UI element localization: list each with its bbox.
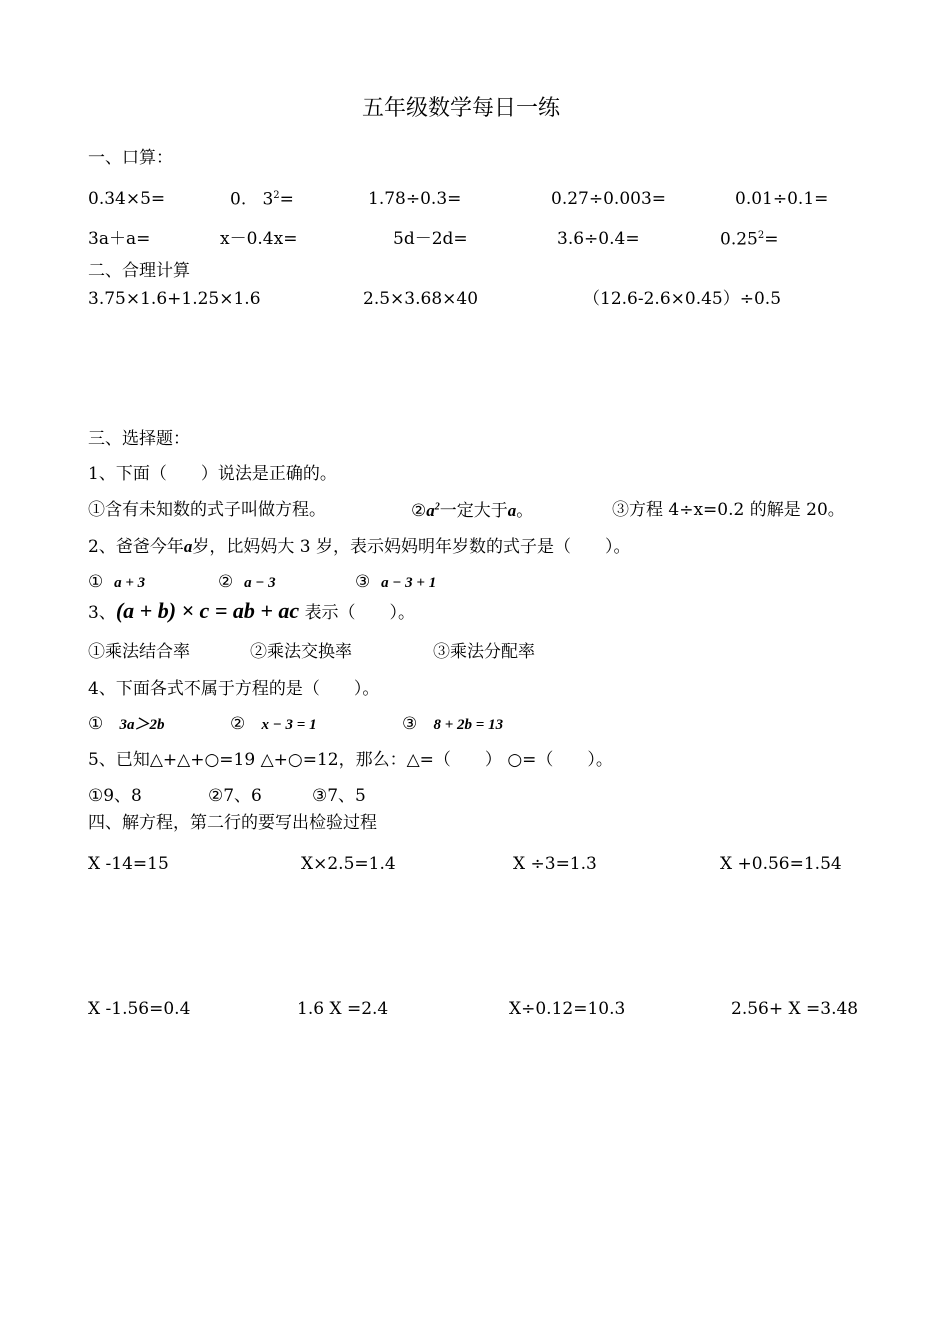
equation: 1.6 X =2.4	[297, 999, 389, 1019]
option-marker: ②	[218, 572, 234, 592]
equation: X÷0.12=10.3	[509, 999, 626, 1019]
equation: X ÷3=1.3	[513, 854, 597, 874]
oral-item-part: 0.25	[720, 229, 758, 250]
option-marker: ③	[355, 572, 371, 592]
option-marker: ②	[230, 714, 246, 734]
q2-stem	[88, 538, 630, 556]
option-marker: ①	[88, 572, 104, 592]
section-4-heading: 四、解方程，第二行的要写出检验过程	[88, 813, 377, 833]
q2-option-1	[88, 574, 145, 591]
oral-item	[720, 231, 778, 249]
q2-option-2	[218, 574, 276, 591]
q5-option-1: ①9、8	[88, 786, 142, 806]
option-marker: ③	[402, 714, 418, 734]
q5-option-2: ②7、6	[208, 786, 262, 806]
oral-item-part: =	[279, 189, 294, 210]
math-expr: a − 3 + 1	[381, 575, 437, 591]
stem-text: 岁，比妈妈大 3 岁，表示妈妈明年岁数的式子是（ ）。	[192, 537, 631, 557]
option-marker: ②	[411, 501, 427, 521]
oral-item: 0.27÷0.003=	[551, 189, 667, 209]
math-var: a	[507, 501, 517, 520]
stem-text: 2、爸爸今年	[88, 537, 184, 557]
math-expr: 3a＞2b	[119, 717, 165, 733]
oral-item: 3.6÷0.4=	[557, 229, 640, 249]
q2-option-3	[355, 574, 436, 591]
oral-item-part: 0.	[230, 189, 247, 210]
math-expr: a − 3	[244, 575, 276, 591]
option-marker: ①	[88, 714, 104, 734]
equation: X×2.5=1.4	[301, 854, 396, 874]
q1-option-1: ①含有未知数的式子叫做方程。	[88, 500, 326, 520]
math-var: a	[426, 501, 435, 520]
equation: 2.56+ X =3.48	[731, 999, 859, 1019]
q3-option-1: ①乘法结合率	[88, 642, 190, 662]
oral-item: 1.78÷0.3=	[368, 189, 462, 209]
q4-option-2	[230, 716, 317, 733]
section-2-heading: 二、合理计算	[88, 261, 190, 281]
q3-option-2: ②乘法交换率	[250, 642, 352, 662]
section-3-heading: 三、选择题：	[88, 429, 190, 449]
exponent: 2	[757, 230, 765, 241]
option-text: 。	[516, 501, 534, 521]
oral-item-part: =	[764, 229, 779, 250]
exponent: 2	[434, 501, 440, 513]
q3-option-3: ③乘法分配率	[433, 642, 535, 662]
calc-item: 3.75×1.6+1.25×1.6	[88, 289, 261, 309]
calc-item: 2.5×3.68×40	[363, 289, 479, 309]
q3-stem	[88, 600, 415, 622]
equation: X -14=15	[88, 854, 169, 874]
q1-option-2	[411, 502, 533, 520]
page-title: 五年级数学每日一练	[362, 96, 561, 121]
option-text: 一定大于	[439, 501, 508, 521]
calc-item: （12.6-2.6×0.45）÷0.5	[583, 289, 782, 309]
q1-option-3: ③方程 4÷x=0.2 的解是 20。	[612, 500, 845, 520]
oral-item: 5d－2d=	[393, 229, 468, 249]
stem-text: 3、	[88, 603, 116, 623]
math-expr: x − 3 = 1	[261, 717, 317, 733]
q4-option-1	[88, 716, 164, 733]
math-expr: 8 + 2b = 13	[433, 717, 504, 733]
math-var: a	[183, 537, 193, 556]
q5-option-3: ③7、5	[312, 786, 366, 806]
oral-item-part: 3	[262, 189, 274, 210]
oral-item	[230, 191, 294, 209]
equation: X -1.56=0.4	[88, 999, 191, 1019]
q5-stem: 5、已知△+△+○=19 △+○=12，那么：△=（ ） ○=（ ）。	[88, 750, 613, 770]
q4-stem: 4、下面各式不属于方程的是（ ）。	[88, 679, 380, 699]
math-expr: a + 3	[114, 575, 146, 591]
equation: X +0.56=1.54	[720, 854, 842, 874]
exponent: 2	[273, 190, 280, 201]
oral-item: 0.01÷0.1=	[735, 189, 829, 209]
q1-stem: 1、下面（ ）说法是正确的。	[88, 464, 337, 484]
q4-option-3	[402, 716, 503, 733]
oral-item: 0.34×5=	[88, 189, 166, 209]
oral-item: 3a＋a=	[88, 229, 151, 249]
math-expr: (a + b) × c = ab + ac	[115, 598, 300, 623]
section-1-heading: 一、口算：	[88, 148, 173, 168]
oral-item: x－0.4x=	[220, 229, 298, 249]
stem-text: 表示（ ）。	[304, 603, 416, 623]
